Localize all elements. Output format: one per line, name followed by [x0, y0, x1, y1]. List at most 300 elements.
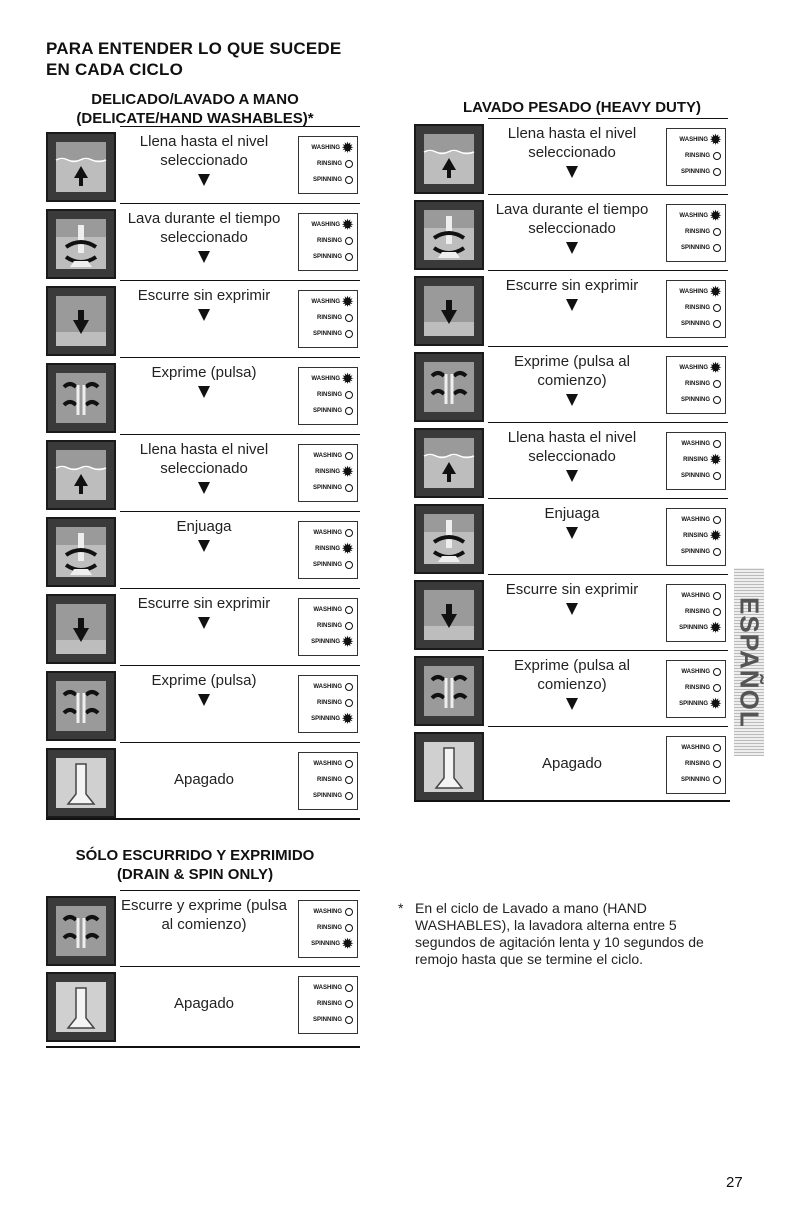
indicator-washing — [667, 132, 721, 148]
status-indicator-panel — [298, 213, 358, 271]
step-divider — [488, 194, 728, 195]
status-indicator-panel — [298, 675, 358, 733]
indicator-label: RINSING — [316, 392, 342, 398]
indicator-spinning — [299, 936, 353, 952]
down-arrow-icon — [566, 394, 578, 406]
indicator-rinsing — [667, 300, 721, 316]
step-description — [120, 209, 288, 263]
cycle-step — [46, 511, 362, 588]
indicator-washing — [299, 756, 353, 772]
down-arrow-icon — [198, 251, 210, 263]
step-text: Enjuaga — [176, 518, 232, 535]
cycle-step — [46, 434, 362, 511]
indicator-on-icon: ✹ — [710, 132, 721, 147]
indicator-off-icon — [713, 472, 721, 480]
spin-icon — [414, 656, 484, 726]
step-divider — [488, 726, 728, 727]
indicator-off-icon — [345, 699, 353, 707]
spin-icon — [46, 896, 116, 966]
indicator-rinsing — [299, 233, 353, 249]
down-arrow-icon — [566, 698, 578, 710]
down-arrow-icon — [566, 242, 578, 254]
indicator-off-icon — [713, 668, 721, 676]
step-description — [488, 656, 656, 710]
down-arrow-icon — [566, 166, 578, 178]
indicator-label: SPINNING — [680, 245, 710, 251]
indicator-label: WASHING — [311, 222, 341, 228]
indicator-rinsing — [299, 387, 353, 403]
indicator-on-icon: ✹ — [710, 284, 721, 299]
heavy-duty-heading: LAVADO PESADO (HEAVY DUTY) — [462, 99, 702, 116]
indicator-off-icon — [345, 391, 353, 399]
step-description — [488, 580, 656, 615]
indicator-off-icon — [713, 516, 721, 524]
indicator-washing — [667, 664, 721, 680]
indicator-off-icon — [345, 1016, 353, 1024]
step-description — [120, 896, 288, 934]
step-text: Llena hasta el nivel seleccionado — [139, 133, 269, 169]
indicator-label: WASHING — [681, 745, 710, 751]
indicator-spinning — [667, 772, 721, 788]
indicator-washing — [299, 602, 353, 618]
indicator-label: SPINNING — [312, 793, 342, 799]
indicator-label: SPINNING — [679, 625, 709, 631]
cycle-step — [46, 280, 362, 357]
indicator-label: RINSING — [316, 623, 342, 629]
indicator-label: WASHING — [313, 684, 342, 690]
step-text: Escurre sin exprimir — [505, 581, 639, 598]
cycle-step — [414, 422, 730, 498]
step-description — [488, 428, 656, 482]
fill-tub-icon — [414, 124, 484, 194]
step-text: Lava durante el tiempo seleccionado — [495, 201, 649, 237]
indicator-label: WASHING — [311, 145, 341, 151]
step-divider — [120, 511, 360, 512]
step-divider — [120, 357, 360, 358]
indicator-rinsing — [667, 224, 721, 240]
indicator-spinning — [667, 240, 721, 256]
step-description — [120, 770, 288, 789]
indicator-washing — [299, 140, 353, 156]
indicator-label: RINSING — [684, 381, 710, 387]
status-indicator-panel — [298, 367, 358, 425]
indicator-label: SPINNING — [311, 639, 341, 645]
status-indicator-panel — [666, 280, 726, 338]
indicator-label: SPINNING — [312, 177, 342, 183]
indicator-label: SPINNING — [311, 941, 341, 947]
agitate-icon — [46, 209, 116, 279]
indicator-off-icon — [345, 407, 353, 415]
indicator-label: WASHING — [311, 376, 341, 382]
step-text: Apagado — [173, 771, 235, 788]
agitate-icon — [414, 200, 484, 270]
indicator-spinning — [299, 1012, 353, 1028]
down-arrow-icon — [198, 617, 210, 629]
indicator-label: WASHING — [681, 593, 710, 599]
indicator-label: RINSING — [684, 761, 710, 767]
indicator-spinning — [667, 164, 721, 180]
step-description — [120, 671, 288, 706]
indicator-label: RINSING — [683, 533, 709, 539]
indicator-off-icon — [713, 380, 721, 388]
agitate-icon — [46, 517, 116, 587]
indicator-off-icon — [713, 152, 721, 160]
indicator-label: RINSING — [316, 315, 342, 321]
footnote-marker: * — [398, 900, 404, 916]
indicator-off-icon — [345, 484, 353, 492]
indicator-label: WASHING — [313, 453, 342, 459]
status-indicator-panel — [298, 598, 358, 656]
page-number: 27 — [726, 1174, 743, 1191]
footnote — [398, 900, 738, 968]
indicator-on-icon: ✹ — [710, 620, 721, 635]
indicator-label: SPINNING — [680, 777, 710, 783]
indicator-on-icon: ✹ — [342, 217, 353, 232]
step-divider — [120, 588, 360, 589]
indicator-label: WASHING — [311, 299, 341, 305]
indicator-label: WASHING — [681, 517, 710, 523]
language-tab — [734, 568, 764, 756]
step-text: Escurre sin exprimir — [505, 277, 639, 294]
cycle-step — [46, 126, 362, 203]
drain-icon — [46, 286, 116, 356]
indicator-off-icon — [345, 237, 353, 245]
indicator-label: WASHING — [313, 985, 342, 991]
down-arrow-icon — [566, 470, 578, 482]
status-indicator-panel — [298, 752, 358, 810]
spin-icon — [46, 671, 116, 741]
step-description — [120, 594, 288, 629]
step-divider — [488, 422, 728, 423]
indicator-off-icon — [713, 396, 721, 404]
down-arrow-icon — [198, 309, 210, 321]
indicator-label: SPINNING — [311, 716, 341, 722]
step-description — [488, 754, 656, 773]
indicator-washing — [667, 588, 721, 604]
indicator-rinsing — [299, 772, 353, 788]
status-indicator-panel — [298, 900, 358, 958]
indicator-off-icon — [345, 314, 353, 322]
indicator-spinning — [667, 468, 721, 484]
down-arrow-icon — [566, 603, 578, 615]
status-indicator-panel — [666, 508, 726, 566]
indicator-on-icon: ✹ — [342, 541, 353, 556]
cycle-step — [414, 726, 730, 802]
indicator-on-icon: ✹ — [710, 452, 721, 467]
step-text: Llena hasta el nivel seleccionado — [139, 441, 269, 477]
indicator-label: SPINNING — [312, 254, 342, 260]
status-indicator-panel — [298, 444, 358, 502]
indicator-washing — [299, 294, 353, 310]
step-description — [120, 286, 288, 321]
indicator-off-icon — [713, 760, 721, 768]
step-description — [120, 994, 288, 1013]
step-text: Exprime (pulsa) — [151, 364, 257, 381]
indicator-spinning — [299, 326, 353, 342]
indicator-on-icon: ✹ — [710, 696, 721, 711]
indicator-off-icon — [345, 176, 353, 184]
indicator-off-icon — [345, 622, 353, 630]
step-text: Escurre sin exprimir — [137, 287, 271, 304]
indicator-spinning — [667, 620, 721, 636]
cycle-step — [414, 118, 730, 194]
indicator-on-icon: ✹ — [710, 360, 721, 375]
indicator-off-icon — [713, 320, 721, 328]
footnote-text: En el ciclo de Lavado a mano (HAND WASHABLES), la lavadora alterna entre 5 segundos de agitación lenta y 10 segundos de remojo hasta que se termine el ciclo. — [415, 900, 704, 967]
indicator-label: WASHING — [679, 137, 709, 143]
status-indicator-panel — [666, 204, 726, 262]
step-divider — [120, 665, 360, 666]
drain-icon — [414, 580, 484, 650]
step-divider — [488, 650, 728, 651]
indicator-off-icon — [713, 168, 721, 176]
indicator-label: SPINNING — [680, 397, 710, 403]
indicator-label: RINSING — [316, 238, 342, 244]
indicator-label: SPINNING — [679, 701, 709, 707]
indicator-rinsing — [667, 604, 721, 620]
step-divider — [120, 280, 360, 281]
indicator-on-icon: ✹ — [710, 528, 721, 543]
cycle-step — [414, 346, 730, 422]
step-text: Escurre sin exprimir — [137, 595, 271, 612]
step-text: Lava durante el tiempo seleccionado — [127, 210, 281, 246]
agitate-icon — [414, 504, 484, 574]
indicator-label: SPINNING — [312, 331, 342, 337]
indicator-rinsing — [299, 541, 353, 557]
indicator-off-icon — [713, 776, 721, 784]
indicator-off-icon — [713, 244, 721, 252]
indicator-off-icon — [345, 683, 353, 691]
indicator-spinning — [667, 392, 721, 408]
indicator-label: RINSING — [684, 305, 710, 311]
indicator-rinsing — [299, 156, 353, 172]
drain-spin-heading: SÓLO ESCURRIDO Y EXPRIMIDO (DRAIN & SPIN ONLY) — [75, 847, 315, 883]
status-indicator-panel — [666, 432, 726, 490]
indicator-rinsing — [299, 695, 353, 711]
indicator-off-icon — [713, 228, 721, 236]
indicator-label: WASHING — [313, 909, 342, 915]
indicator-off-icon — [345, 1000, 353, 1008]
indicator-on-icon: ✹ — [342, 371, 353, 386]
indicator-label: WASHING — [313, 761, 342, 767]
indicator-on-icon: ✹ — [342, 464, 353, 479]
indicator-spinning — [299, 788, 353, 804]
indicator-off-icon — [713, 744, 721, 752]
indicator-spinning — [299, 711, 353, 727]
cycle-step — [414, 650, 730, 726]
agitator-off-icon — [46, 972, 116, 1042]
step-text: Exprime (pulsa al comienzo) — [514, 657, 630, 693]
step-description — [488, 276, 656, 311]
indicator-label: WASHING — [313, 530, 342, 536]
indicator-off-icon — [345, 792, 353, 800]
indicator-label: RINSING — [684, 153, 710, 159]
step-divider — [488, 574, 728, 575]
step-divider — [488, 498, 728, 499]
agitator-off-icon — [46, 748, 116, 818]
indicator-label: SPINNING — [680, 473, 710, 479]
step-description — [120, 132, 288, 186]
indicator-off-icon — [713, 440, 721, 448]
indicator-off-icon — [345, 160, 353, 168]
agitator-off-icon — [414, 732, 484, 802]
step-divider — [120, 203, 360, 204]
indicator-spinning — [299, 249, 353, 265]
indicator-washing — [299, 217, 353, 233]
indicator-label: SPINNING — [312, 1017, 342, 1023]
indicator-washing — [667, 740, 721, 756]
indicator-label: WASHING — [681, 669, 710, 675]
step-text: Apagado — [173, 995, 235, 1012]
cycle-step — [414, 194, 730, 270]
step-text: Enjuaga — [544, 505, 600, 522]
status-indicator-panel — [298, 136, 358, 194]
down-arrow-icon — [566, 299, 578, 311]
indicator-label: RINSING — [315, 546, 341, 552]
indicator-washing — [667, 512, 721, 528]
language-tab-label: ESPAÑOL — [734, 596, 765, 728]
indicator-spinning — [299, 172, 353, 188]
indicator-washing — [667, 436, 721, 452]
step-description — [488, 124, 656, 178]
heavy-end-rule — [414, 800, 730, 802]
indicator-label: SPINNING — [680, 549, 710, 555]
indicator-rinsing — [299, 996, 353, 1012]
status-indicator-panel — [666, 736, 726, 794]
indicator-off-icon — [713, 304, 721, 312]
drain-icon — [46, 594, 116, 664]
cycle-step — [46, 203, 362, 280]
step-description — [488, 352, 656, 406]
indicator-spinning — [299, 403, 353, 419]
indicator-off-icon — [345, 760, 353, 768]
down-arrow-icon — [198, 540, 210, 552]
status-indicator-panel — [666, 660, 726, 718]
indicator-rinsing — [667, 528, 721, 544]
indicator-label: RINSING — [316, 161, 342, 167]
indicator-label: RINSING — [316, 777, 342, 783]
indicator-label: RINSING — [684, 229, 710, 235]
indicator-washing — [299, 679, 353, 695]
indicator-label: SPINNING — [312, 485, 342, 491]
step-description — [120, 440, 288, 494]
step-divider — [120, 742, 360, 743]
down-arrow-icon — [198, 174, 210, 186]
indicator-on-icon: ✹ — [342, 936, 353, 951]
indicator-off-icon — [345, 452, 353, 460]
indicator-rinsing — [667, 756, 721, 772]
indicator-washing — [667, 208, 721, 224]
indicator-label: SPINNING — [312, 408, 342, 414]
indicator-rinsing — [667, 376, 721, 392]
indicator-label: RINSING — [316, 1001, 342, 1007]
spin-icon — [414, 352, 484, 422]
down-arrow-icon — [566, 527, 578, 539]
indicator-label: RINSING — [684, 685, 710, 691]
indicator-label: RINSING — [684, 609, 710, 615]
indicator-label: RINSING — [316, 925, 342, 931]
step-description — [488, 504, 656, 539]
cycle-step — [414, 574, 730, 650]
indicator-off-icon — [345, 253, 353, 261]
fill-tub-icon — [414, 428, 484, 498]
indicator-off-icon — [345, 561, 353, 569]
step-divider — [488, 270, 728, 271]
indicator-label: SPINNING — [680, 169, 710, 175]
cycle-step — [46, 890, 362, 966]
indicator-label: WASHING — [313, 607, 342, 613]
fill-tub-icon — [46, 440, 116, 510]
step-divider — [120, 890, 360, 891]
indicator-off-icon — [345, 776, 353, 784]
indicator-washing — [299, 371, 353, 387]
cycle-step — [46, 665, 362, 742]
indicator-spinning — [299, 557, 353, 573]
indicator-label: WASHING — [679, 213, 709, 219]
step-divider — [488, 118, 728, 119]
cycle-step — [46, 357, 362, 434]
indicator-off-icon — [713, 592, 721, 600]
down-arrow-icon — [198, 694, 210, 706]
indicator-on-icon: ✹ — [342, 140, 353, 155]
step-divider — [120, 126, 360, 127]
step-text: Exprime (pulsa al comienzo) — [514, 353, 630, 389]
step-text: Llena hasta el nivel seleccionado — [507, 429, 637, 465]
indicator-on-icon: ✹ — [342, 711, 353, 726]
indicator-rinsing — [667, 452, 721, 468]
cycle-step — [46, 742, 362, 819]
indicator-spinning — [667, 544, 721, 560]
cycle-step — [46, 966, 362, 1042]
step-divider — [120, 966, 360, 967]
indicator-off-icon — [713, 548, 721, 556]
down-arrow-icon — [198, 482, 210, 494]
status-indicator-panel — [666, 584, 726, 642]
step-text: Exprime (pulsa) — [151, 672, 257, 689]
step-description — [120, 363, 288, 398]
indicator-on-icon: ✹ — [342, 294, 353, 309]
indicator-off-icon — [345, 606, 353, 614]
drain-icon — [414, 276, 484, 346]
indicator-washing — [667, 360, 721, 376]
indicator-rinsing — [299, 310, 353, 326]
step-text: Apagado — [541, 755, 603, 772]
indicator-spinning — [667, 696, 721, 712]
indicator-rinsing — [667, 148, 721, 164]
indicator-label: WASHING — [679, 289, 709, 295]
step-text: Llena hasta el nivel seleccionado — [507, 125, 637, 161]
indicator-washing — [299, 448, 353, 464]
indicator-off-icon — [345, 984, 353, 992]
indicator-washing — [299, 904, 353, 920]
indicator-on-icon: ✹ — [342, 634, 353, 649]
indicator-label: SPINNING — [312, 562, 342, 568]
indicator-label: WASHING — [679, 365, 709, 371]
status-indicator-panel — [298, 290, 358, 348]
step-description — [120, 517, 288, 552]
status-indicator-panel — [298, 521, 358, 579]
indicator-washing — [667, 284, 721, 300]
indicator-label: RINSING — [315, 469, 341, 475]
indicator-label: RINSING — [316, 700, 342, 706]
cycle-step — [414, 270, 730, 346]
fill-tub-icon — [46, 132, 116, 202]
status-indicator-panel — [666, 128, 726, 186]
indicator-label: RINSING — [683, 457, 709, 463]
indicator-off-icon — [345, 529, 353, 537]
delicate-end-rule — [46, 818, 360, 820]
spin-icon — [46, 363, 116, 433]
